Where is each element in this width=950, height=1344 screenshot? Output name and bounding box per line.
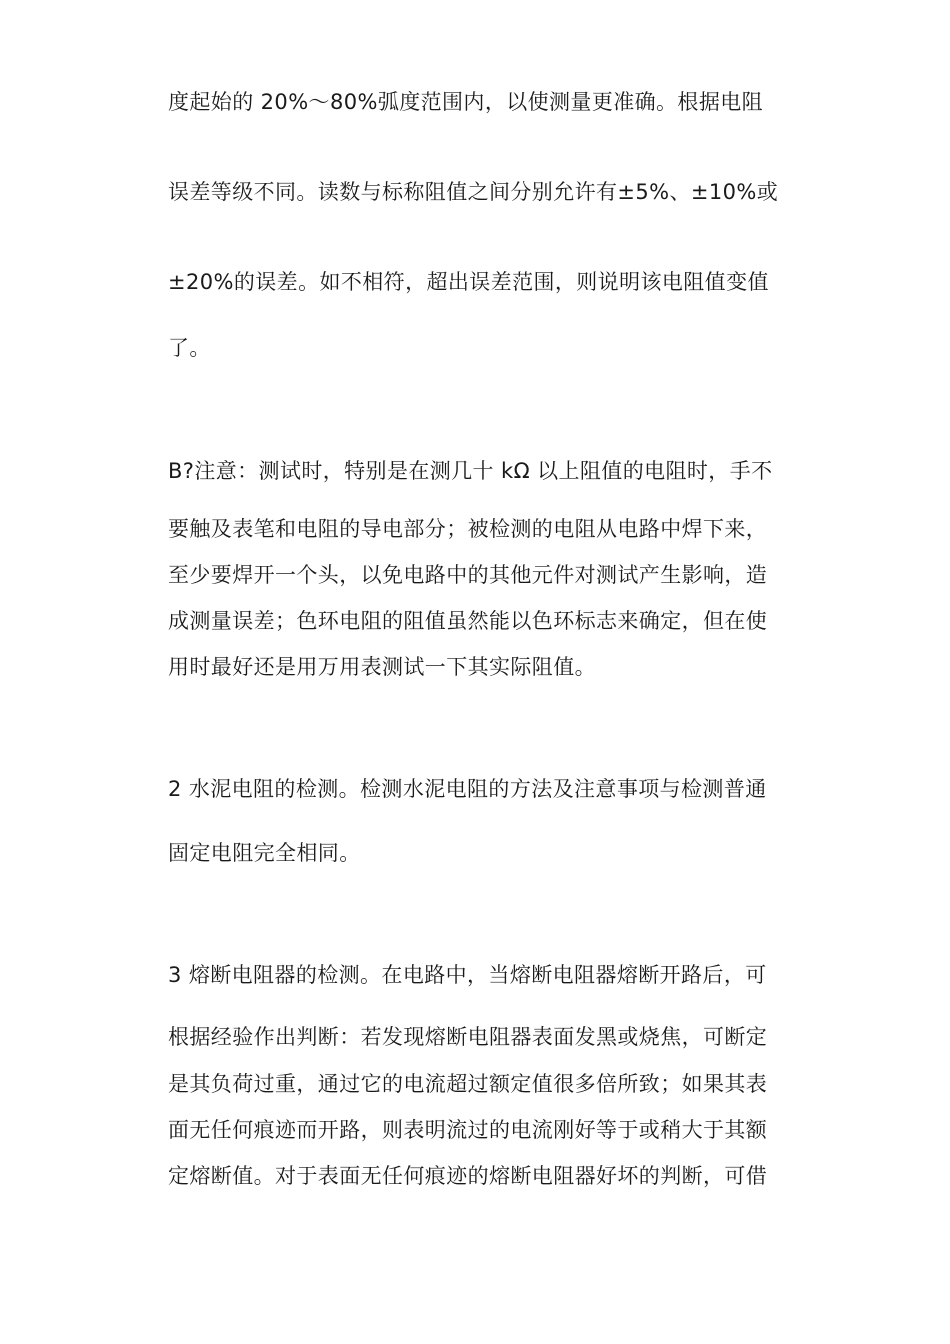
- paragraph-1-line-3: ±20%的误差。如不相符，超出误差范围，则说明该电阻值变值: [168, 270, 769, 294]
- fuse-resistor-line-4: 面无任何痕迹而开路，则表明流过的电流刚好等于或稍大于其额: [168, 1118, 768, 1142]
- paragraph-1-line-1: 度起始的 20%～80%弧度范围内，以使测量更准确。根据电阻: [168, 90, 764, 114]
- fuse-resistor-line-2: 根据经验作出判断：若发现熔断电阻器表面发黑或烧焦，可断定: [168, 1025, 768, 1049]
- note-line-4: 成测量误差；色环电阻的阻值虽然能以色环标志来确定，但在使: [168, 609, 768, 633]
- note-line-1: B?注意：测试时，特别是在测几十 kΩ 以上阻值的电阻时，手不: [168, 459, 773, 483]
- cement-resistor-line-1: 2 水泥电阻的检测。检测水泥电阻的方法及注意事项与检测普通: [168, 777, 767, 801]
- paragraph-1-line-4: 了。: [168, 336, 211, 360]
- fuse-resistor-line-1: 3 熔断电阻器的检测。在电路中，当熔断电阻器熔断开路后，可: [168, 963, 767, 987]
- paragraph-1-line-2: 误差等级不同。读数与标称阻值之间分别允许有±5%、±10%或: [168, 180, 779, 204]
- note-line-2: 要触及表笔和电阻的导电部分；被检测的电阻从电路中焊下来，: [168, 517, 768, 541]
- fuse-resistor-line-3: 是其负荷过重，通过它的电流超过额定值很多倍所致；如果其表: [168, 1072, 768, 1096]
- note-line-3: 至少要焊开一个头，以免电路中的其他元件对测试产生影响，造: [168, 563, 768, 587]
- note-line-5: 用时最好还是用万用表测试一下其实际阻值。: [168, 655, 596, 679]
- cement-resistor-line-2: 固定电阻完全相同。: [168, 841, 361, 865]
- fuse-resistor-line-5: 定熔断值。对于表面无任何痕迹的熔断电阻器好坏的判断，可借: [168, 1164, 768, 1188]
